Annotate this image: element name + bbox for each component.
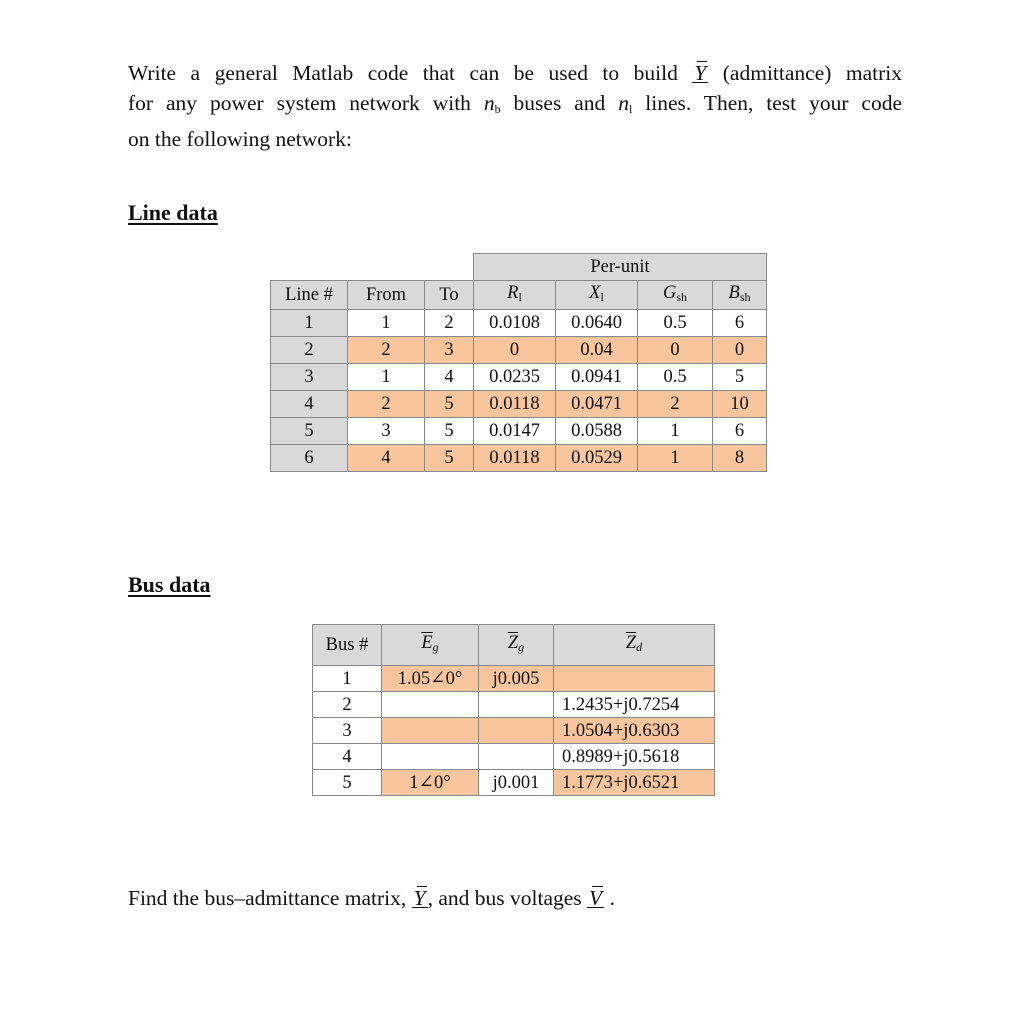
col-x: $X_l$ bbox=[556, 281, 638, 310]
intro-line-1: Write a general Matlab code that can be used to build Y (admittance) matrix bbox=[128, 61, 902, 85]
table-row: 1 1 2 0.0108 0.0640 0.5 6 bbox=[271, 310, 767, 337]
y-matrix-symbol: Y bbox=[694, 61, 707, 85]
bus-data-heading: Bus data bbox=[128, 572, 211, 597]
col-zd: $\overline{Z}_d$ bbox=[554, 625, 715, 666]
intro-line-2: for any power system network with $n_b$ buses and $n_l$ lines. Then, test your code bbox=[128, 91, 903, 116]
table-row: 2 1.2435+j0.7254 bbox=[313, 692, 715, 718]
col-eg: $\overline{E}_g$ bbox=[382, 625, 479, 666]
col-to: To bbox=[425, 281, 474, 310]
col-r: $R_l$ bbox=[474, 281, 556, 310]
line-data-table bbox=[270, 253, 767, 472]
table-row: 1 1.05∠0° j0.005 bbox=[313, 666, 715, 692]
y-matrix-symbol: Y bbox=[413, 886, 426, 910]
question-footer: Find the bus–admittance matrix, Y, and bus voltages V . bbox=[128, 886, 615, 910]
table-row: 3 1.0504+j0.6303 bbox=[313, 718, 715, 744]
intro-line-3: on the following network: bbox=[128, 127, 352, 151]
table-row: 3 1 4 0.0235 0.0941 0.5 5 bbox=[271, 364, 767, 391]
line-data-heading: Line data bbox=[128, 200, 218, 225]
col-g: $G_{sh}$ bbox=[638, 281, 713, 310]
per-unit-header: Per-unit bbox=[474, 254, 767, 281]
column-header-row bbox=[313, 625, 715, 666]
col-from: From bbox=[348, 281, 425, 310]
table-row: 2 2 3 0 0.04 0 0 bbox=[271, 337, 767, 364]
bus-data-table bbox=[312, 624, 715, 796]
table-row: 6 4 5 0.0118 0.0529 1 8 bbox=[271, 445, 767, 472]
table-row: 5 1∠0° j0.001 1.1773+j0.6521 bbox=[313, 770, 715, 796]
problem-statement bbox=[128, 58, 902, 154]
column-header-row bbox=[271, 281, 767, 310]
v-vector-symbol: V bbox=[589, 886, 603, 910]
table-row: 4 0.8989+j0.5618 bbox=[313, 744, 715, 770]
col-bus: Bus # bbox=[313, 625, 382, 666]
table-row: 4 2 5 0.0118 0.0471 2 10 bbox=[271, 391, 767, 418]
group-header-row bbox=[271, 254, 767, 281]
table-row: 5 3 5 0.0147 0.0588 1 6 bbox=[271, 418, 767, 445]
col-zg: $\overline{Z}_g$ bbox=[479, 625, 554, 666]
col-b: $B_{sh}$ bbox=[713, 281, 767, 310]
col-line: Line # bbox=[271, 281, 348, 310]
